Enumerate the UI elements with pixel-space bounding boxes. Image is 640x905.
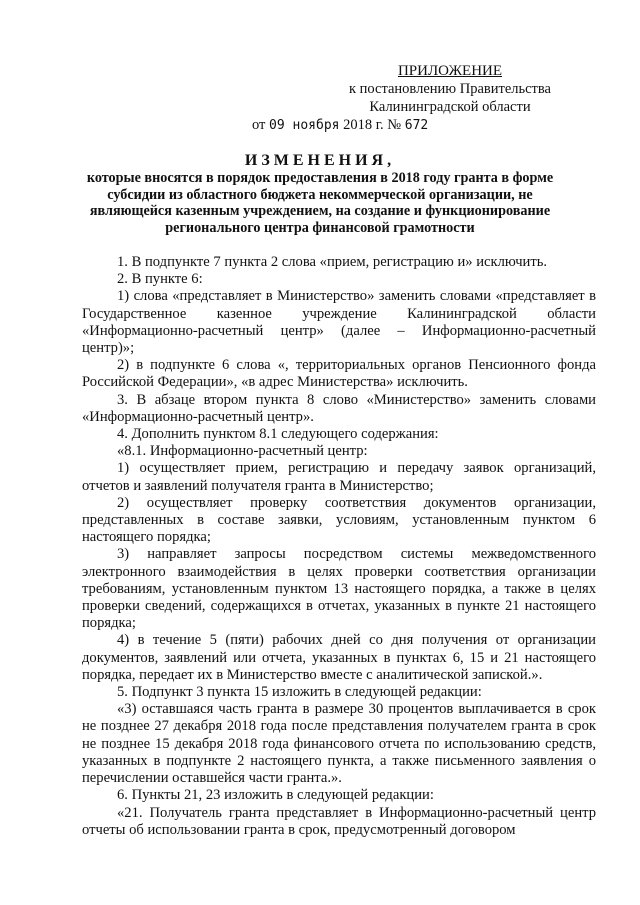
paragraph: 2) в подпункте 6 слова «, территориальных органов Пенсионного фонда Российской Федерации», «в адрес Министерства» исключить.: [82, 357, 596, 391]
date-prefix: от: [252, 117, 266, 133]
appendix-header: [252, 62, 580, 133]
paragraph: 6. Пункты 21, 23 изложить в следующей редакции:: [117, 787, 434, 804]
paragraph: «3) оставшаяся часть гранта в размере 30 процентов выплачивается в срок не позднее 27 декабря 2018 года после представления получателем гранта в срок не позднее 15 декабря 2018 года финансового отчета по использованию средств, указанных в подпункте 2 настоящего пункта, а также письменного заявления о перечислении оставшейся части гранта.».: [82, 701, 596, 787]
paragraph: 1) слова «представляет в Министерство» заменить словами «представляет в Государственное казенное учреждение Калининградской области «Информационно-расчетный центр» (далее – Информационно-расчетный центр)»;: [82, 288, 596, 357]
paragraph: «8.1. Информационно-расчетный центр:: [117, 443, 368, 460]
decree-line-1: к постановлению Правительства: [349, 81, 551, 97]
document-subtitle: которые вносятся в порядок предоставления в 2018 году гранта в форме субсидии из областного бюджета некоммерческой организации, не являющейся казенным учреждением, на создание и функционирование регионального центра финансовой грамотности: [86, 170, 554, 236]
paragraph: 4) в течение 5 (пяти) рабочих дней со дня получения от организации документов, заявлений или отчета, указанных в пунктах 6, 15 и 21 настоящего порядка, передает их в Министерство вместе с аналитической запиской.».: [82, 632, 596, 683]
decree-number: 672: [404, 118, 429, 133]
decree-date-line: [252, 116, 428, 135]
paragraph: 5. Подпункт 3 пункта 15 изложить в следующей редакции:: [117, 684, 482, 701]
paragraph: 2. В пункте 6:: [117, 271, 203, 288]
paragraph: 4. Дополнить пунктом 8.1 следующего содержания:: [117, 426, 439, 443]
date-year: 2018 г. №: [343, 117, 402, 133]
paragraph: «21. Получатель гранта представляет в Информационно-расчетный центр отчеты об использовании гранта в срок, предусмотренный договором: [82, 804, 596, 838]
paragraph: 1. В подпункте 7 пункта 2 слова «прием, регистрацию и» исключить.: [117, 254, 548, 270]
decree-line-2: Калининградской области: [369, 99, 531, 115]
paragraph: 3) направляет запросы посредством системы межведомственного электронного взаимодействия в целях проверки соответствия организации требованиям, установленным пунктом 13 настоящего порядка, а также в целях проверки сведений, содержащихся в отчетах, указанных в пункте 21 настоящего порядка;: [82, 546, 596, 632]
paragraph: 1) осуществляет прием, регистрацию и передачу заявок организаций, отчетов и заявлений получателя гранта в Министерство;: [82, 460, 596, 494]
date-day: 09 ноября: [269, 118, 340, 133]
appendix-label: ПРИЛОЖЕНИЕ: [397, 63, 503, 79]
document-title: ИЗМЕНЕНИЯ,: [244, 152, 396, 169]
paragraph: 3. В абзаце втором пункта 8 слово «Министерство» заменить словами «Информационно-расчетный центр».: [82, 391, 596, 425]
document-body: [82, 254, 596, 839]
paragraph: 2) осуществляет проверку соответствия документов организации, представленных в составе заявки, условиям, установленным пунктом 6 настоящего порядка;: [82, 494, 596, 546]
